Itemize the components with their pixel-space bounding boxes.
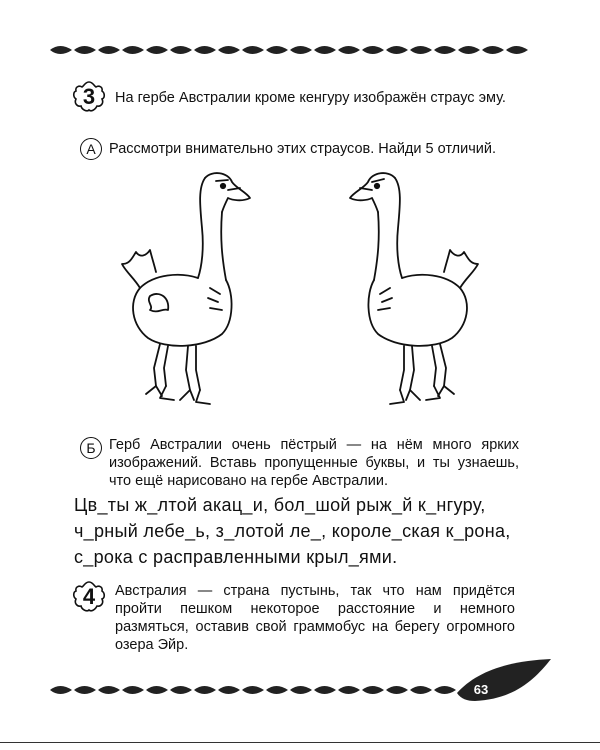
page-number-leaf-icon xyxy=(455,655,555,705)
ostrich-left-illustration xyxy=(110,168,270,413)
task-4-badge xyxy=(72,580,106,614)
task-4-text: Австралия — страна пустынь, так что нам придётся пройти пешком некоторое расстояние и немного размяться, оставив свой граммобус на берегу огромного озера Эйр. xyxy=(115,583,515,653)
part-b-text: Герб Австралии очень пёстрый — на нём много ярких изображений. Вставь пропущенные буквы, и ты узнаешь, что ещё нарисовано на гербе Австралии. xyxy=(109,437,519,489)
fill-in-line-1: Цв_ты ж_лтой акац_и, бол_шой рыж_й к_нгуру, xyxy=(74,495,486,515)
task-3-text: На гербе Австралии кроме кенгуру изображён страус эму. xyxy=(115,90,506,106)
part-a-badge: А xyxy=(80,138,102,160)
page-bottom-rule xyxy=(0,742,600,743)
part-a-text: Рассмотри внимательно этих страусов. Найди 5 отличий. xyxy=(109,141,497,157)
part-b-badge: Б xyxy=(80,437,102,459)
fill-in-line-2: ч_рный лебе_ь, з_лотой ле_, короле_ская к_рона, xyxy=(74,521,511,541)
fill-in-lines xyxy=(74,492,524,570)
ostrich-right-illustration xyxy=(330,168,490,413)
page-number: 63 xyxy=(473,682,489,697)
decorative-border-top xyxy=(50,40,530,60)
task-4-number: 4 xyxy=(82,584,96,609)
task-3-badge xyxy=(72,80,106,114)
fill-in-line-3: с_рока с расправленными крыл_ями. xyxy=(74,547,398,567)
task-3-number: 3 xyxy=(82,84,96,109)
